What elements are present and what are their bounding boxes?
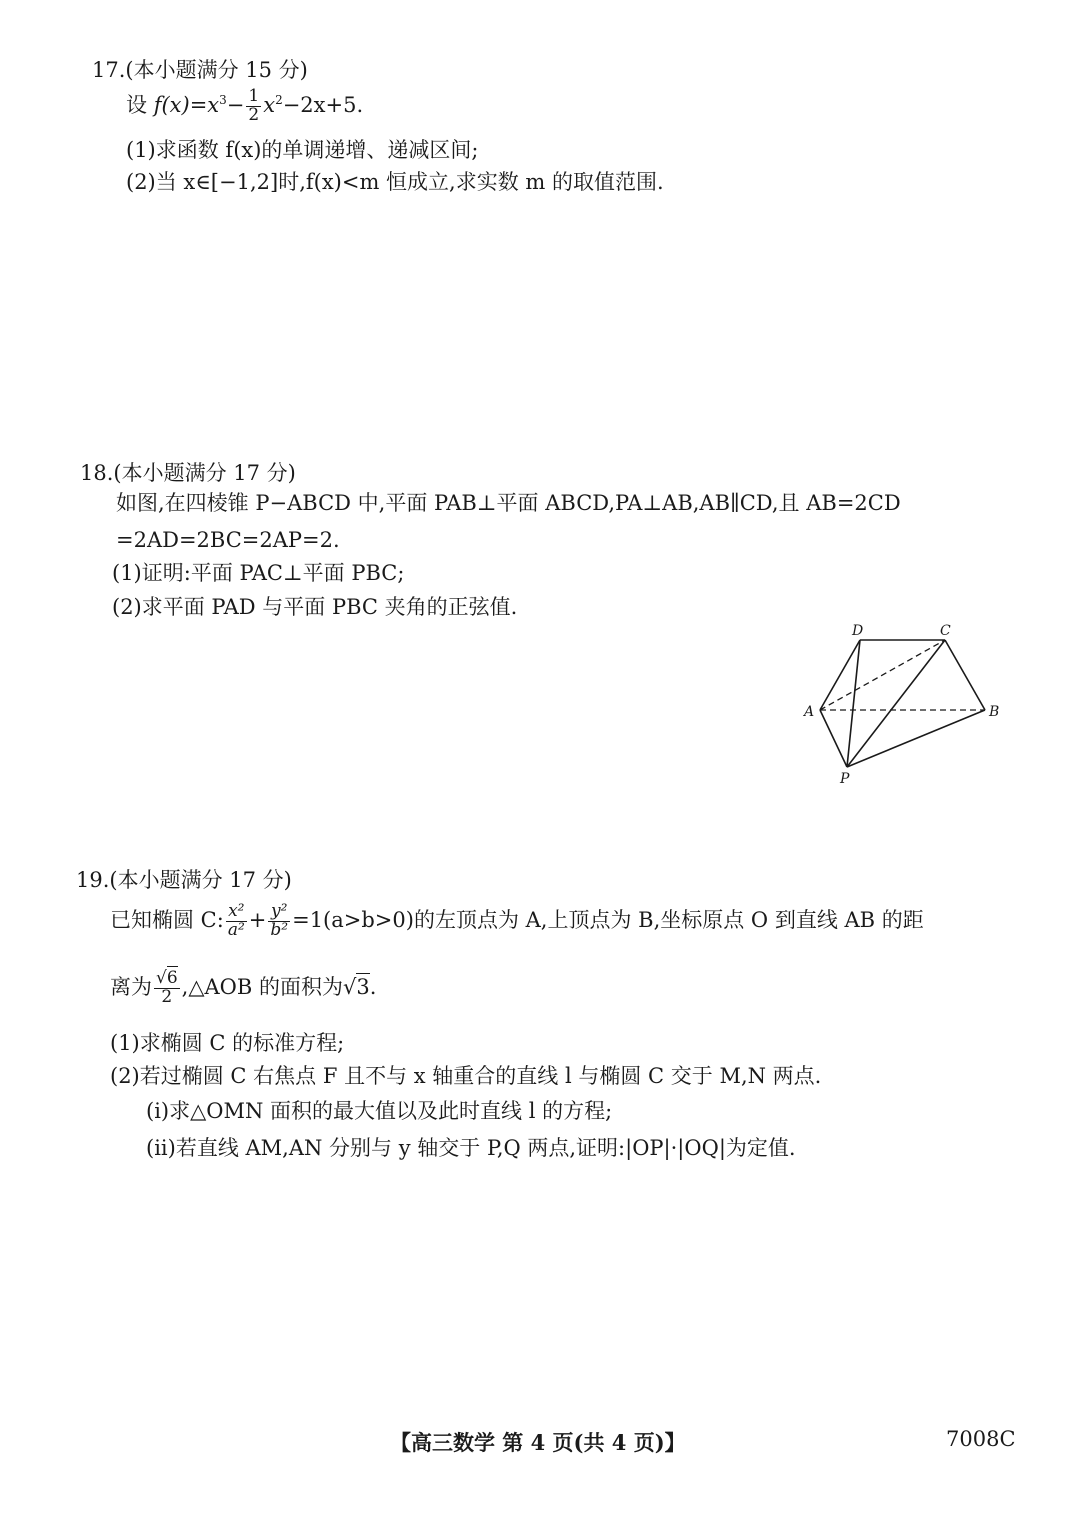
q18-line2: =2AD=2BC=2AP=2. [116, 528, 340, 552]
q19-frac-x: $\frac{\text{x²}}{\text{a²}}$ [227, 901, 245, 940]
q18-line1: 如图,在四棱锥 P−ABCD 中,平面 PAB⊥平面 ABCD,PA⊥AB,AB∥CD,且 AB=2CD [116, 491, 901, 515]
q19-l1-prefix: 已知椭圆 C: [110, 907, 224, 932]
q19-part2: (2)若过椭圆 C 右焦点 F 且不与 x 轴重合的直线 l 与椭圆 C 交于 M,N 两点. [110, 1064, 822, 1088]
vertex-label-b: B [989, 704, 1000, 720]
q19-frac-y: $\frac{\text{y²}}{\text{b²}}$ [270, 901, 289, 940]
q17-part1: (1)求函数 f(x)的单调递增、递减区间; [126, 138, 479, 162]
q19-area-val: 3 [356, 974, 370, 999]
q19-l2-prefix: 离为 [110, 974, 152, 999]
pyramid-figure [790, 615, 1020, 795]
q19-line2: 离为 $\frac{√6}{2}$ ,△AOB 的面积为√3. [110, 968, 377, 1007]
q19-l2-end: . [369, 974, 377, 999]
q18-part1: (1)证明:平面 PAC⊥平面 PBC; [112, 561, 405, 585]
q19-l2-mid: ,△AOB 的面积为 [181, 974, 343, 999]
vertex-label-c: C [940, 623, 951, 639]
q17-part2: (2)当 x∈[−1,2]时,f(x)<m 恒成立,求实数 m 的取值范围. [126, 170, 664, 194]
q17-fn-prefix: 设 [126, 92, 154, 117]
q17-heading: 17.(本小题满分 15 分) [92, 58, 308, 82]
q19-part1: (1)求椭圆 C 的标准方程; [110, 1031, 345, 1055]
exam-code: 7008C [946, 1427, 1016, 1451]
q19-dist-frac: $\frac{√6}{2}$ [156, 968, 178, 1007]
q19-part2-ii: (ii)若直线 AM,AN 分别与 y 轴交于 P,Q 两点,证明:|OP|·|OQ|为定值. [146, 1136, 796, 1160]
q18-heading: 18.(本小题满分 17 分) [80, 461, 296, 485]
page-footer-title: 【高三数学 第 4 页(共 4 页)】 [390, 1430, 686, 1455]
vertex-label-a: A [804, 704, 815, 720]
q19-line1: 已知椭圆 C: $\frac{\text{x²}}{\text{a²}}$ + $\frac{\text{y²}}{\text{b²}}$ =1(a>b>0)的左顶点为 A,上顶点为 B,坐标原点 O 到直线 AB 的距 [110, 901, 924, 940]
q17-fn-left: f(x)=x [153, 92, 220, 117]
q19-heading: 19.(本小题满分 17 分) [76, 868, 292, 892]
q17-fn-tail: x [263, 92, 276, 117]
vertex-label-p: P [840, 771, 850, 787]
q19-l1-suffix: =1(a>b>0)的左顶点为 A,上顶点为 B,坐标原点 O 到直线 AB 的距 [292, 907, 924, 932]
q19-part2-i: (i)求△OMN 面积的最大值以及此时直线 l 的方程; [146, 1099, 613, 1123]
q17-function: 设 $f(x)=x^3-$ $\frac{1}{2}$ $x^2-2x+5$. [126, 86, 364, 125]
q18-part2: (2)求平面 PAD 与平面 PBC 夹角的正弦值. [112, 595, 518, 619]
q17-fn-end: −2x+5. [282, 92, 364, 117]
vertex-label-d: D [852, 623, 864, 639]
q17-fraction: $\frac{1}{2}$ [248, 86, 260, 125]
